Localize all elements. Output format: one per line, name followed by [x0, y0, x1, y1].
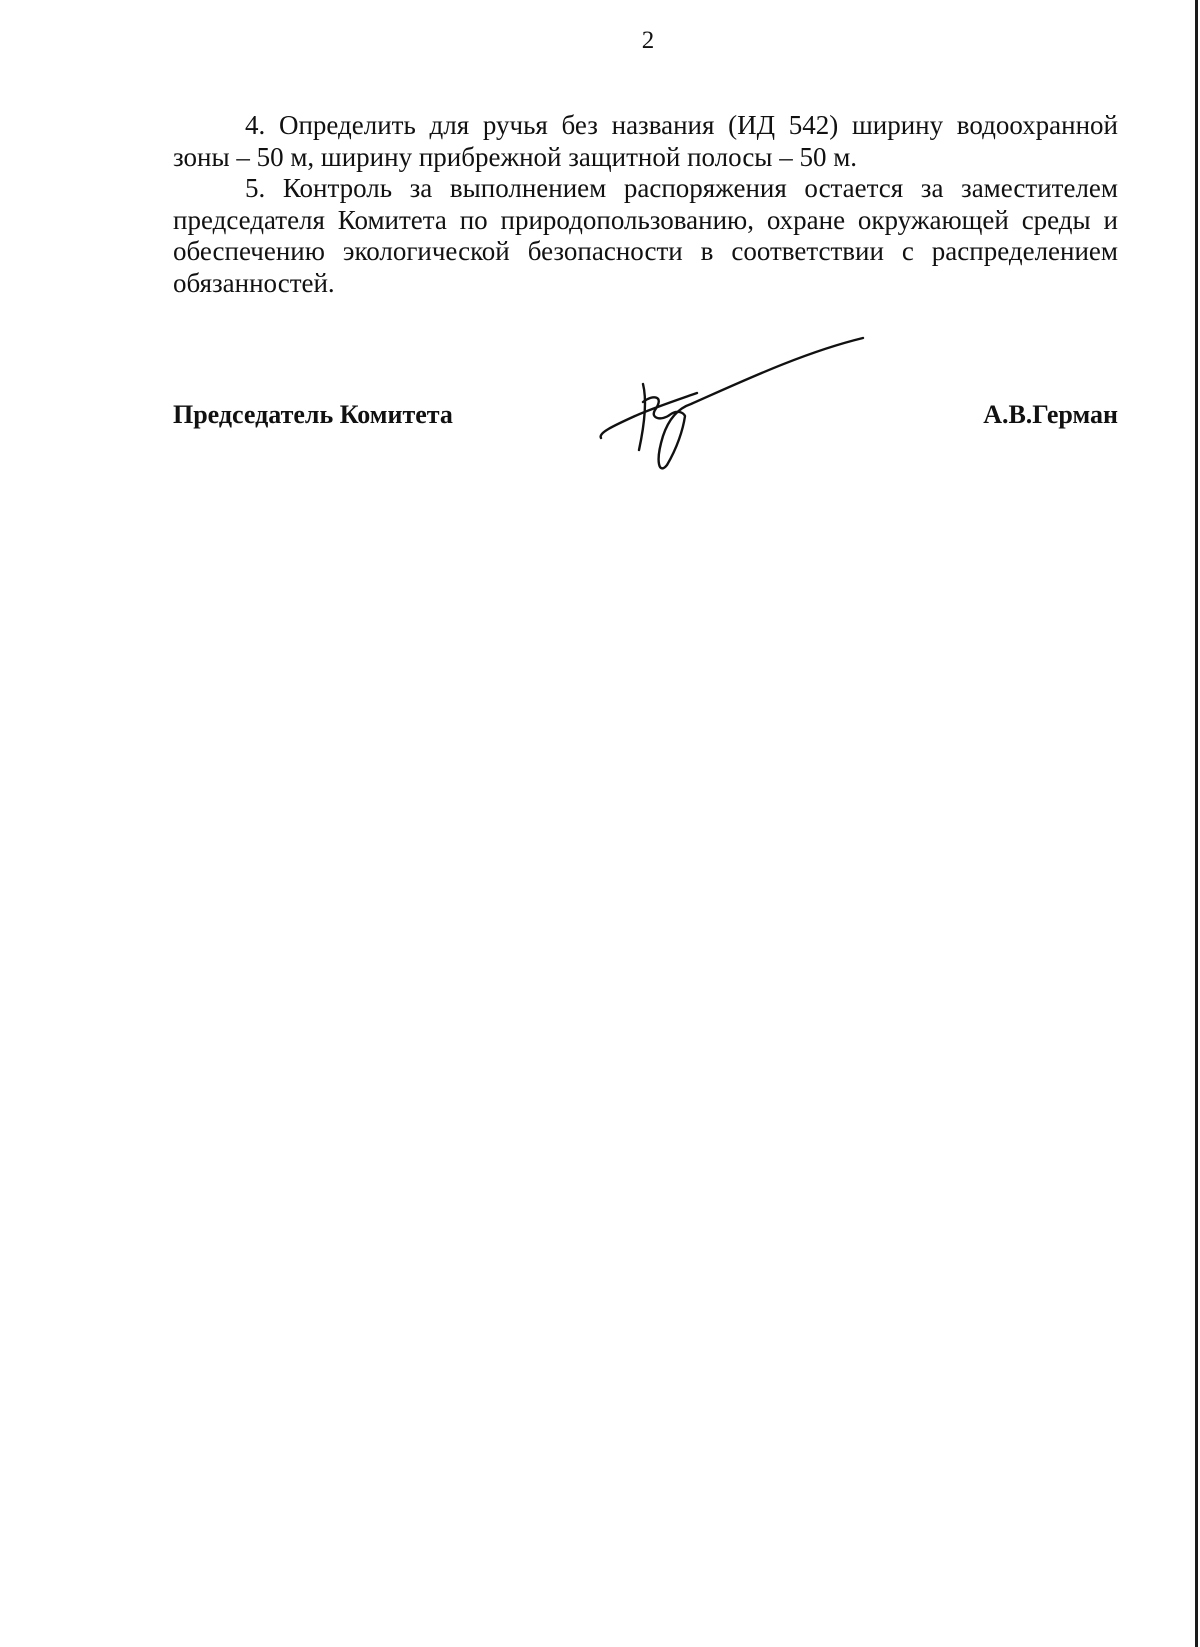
handwritten-signature	[595, 330, 875, 470]
paragraph-4: 4. Определить для ручья без названия (ИД 542) ширину водоохранной зоны – 50 м, ширину прибрежной защитной полосы – 50 м.	[173, 110, 1118, 172]
page-number: 2	[641, 27, 655, 54]
signer-position: Председатель Комитета	[173, 400, 453, 429]
scan-edge-line	[1195, 0, 1198, 1647]
document-body	[173, 110, 1118, 299]
signer-name: А.В.Герман	[983, 400, 1118, 429]
paragraph-5: 5. Контроль за выполнением распоряжения остается за заместителем председателя Комитета по природопользованию, охране окружающей среды и обеспечению экологической безопасности в соответствии с распределением обязанностей.	[173, 173, 1118, 298]
